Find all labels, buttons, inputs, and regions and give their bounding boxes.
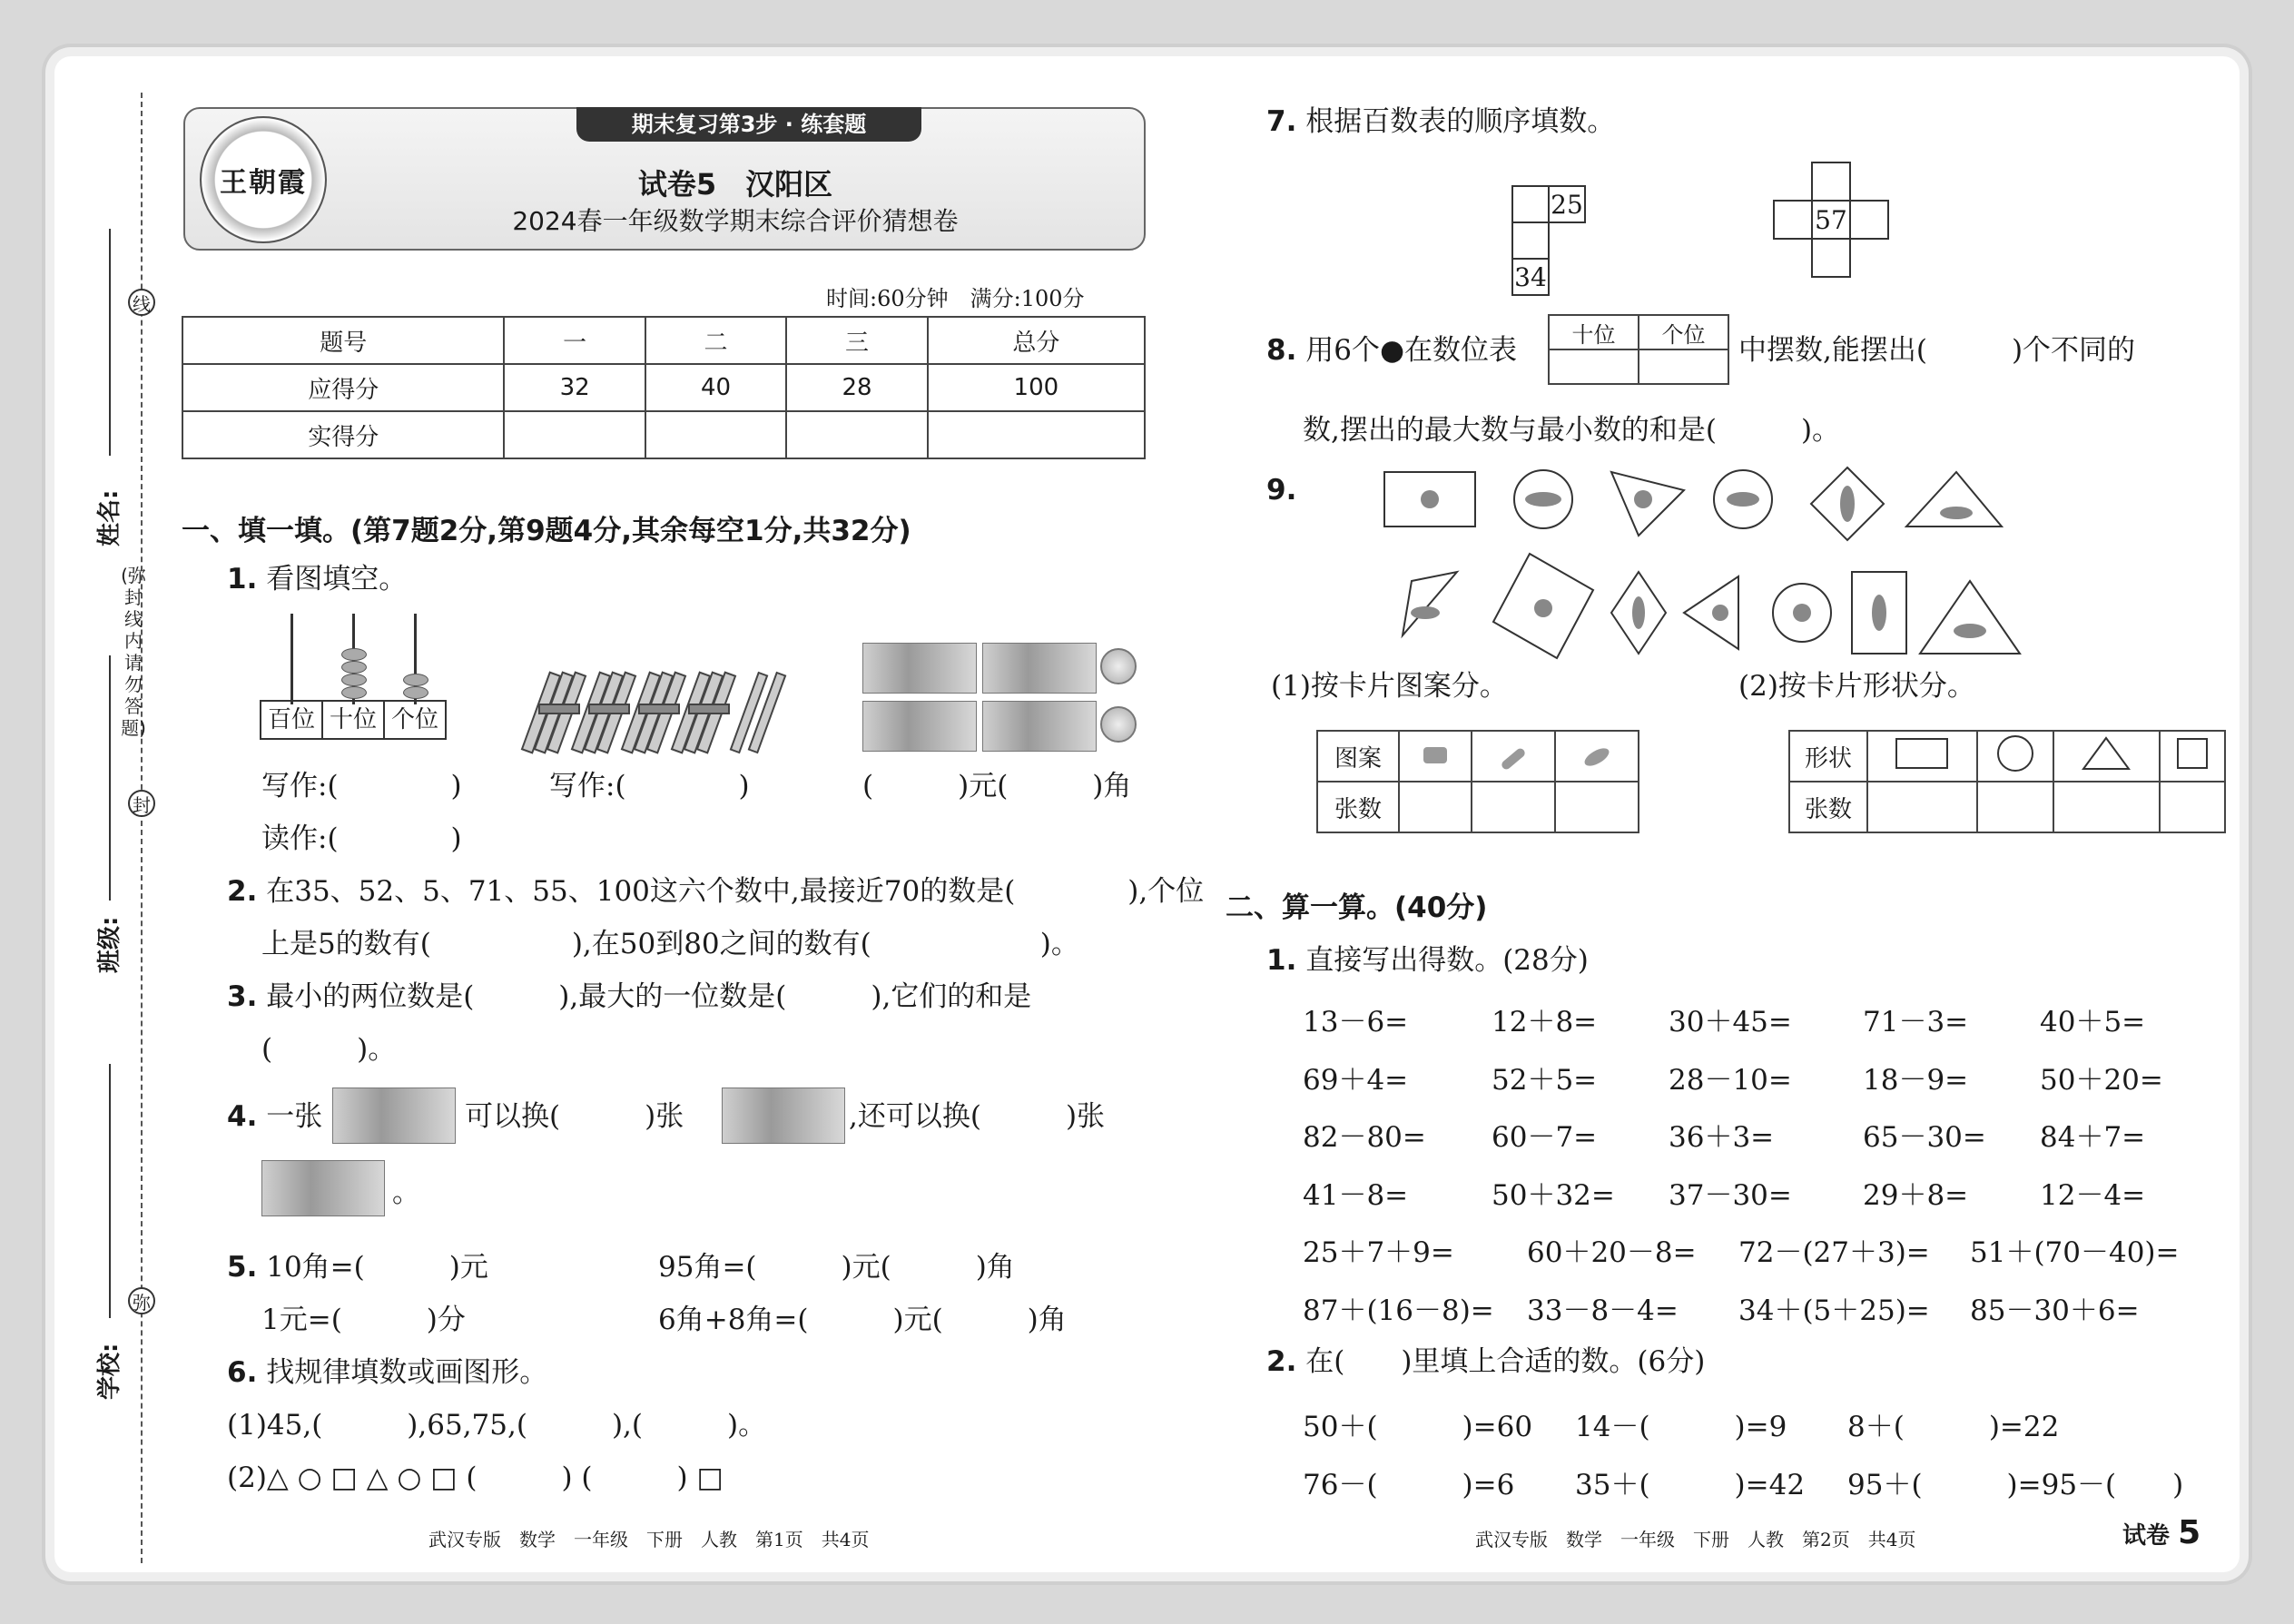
exam-title: 试卷5 汉阳区 [637, 167, 833, 202]
score-cell: 40 [645, 364, 786, 411]
q7-text: 根据百数表的顺序填数。 [1305, 105, 1616, 138]
exam-tag-label: 试卷 [2122, 1522, 2171, 1550]
calc-problem[interactable]: 60－7= [1492, 1121, 1598, 1154]
header-badge: 期末复习第3步 · 练套题 [576, 107, 921, 142]
abacus [260, 614, 447, 741]
q4-text-d: 。 [392, 1176, 420, 1209]
hundred-chart-cell-34: 34 [1511, 258, 1550, 296]
calc-problem[interactable]: 30＋45= [1669, 1006, 1792, 1038]
exam-sheet [54, 56, 2240, 1572]
shape-sort-table [1788, 730, 2226, 833]
score-table [182, 316, 1146, 459]
q1-read1[interactable]: 读作:( ) [261, 822, 462, 855]
shape-count-cell[interactable] [1977, 782, 2053, 832]
fill-blank-problem[interactable]: 50＋( )=60 [1303, 1411, 1533, 1443]
s2-q2 [1266, 1343, 1705, 1380]
calc-problem[interactable]: 82－80= [1303, 1121, 1426, 1154]
q4-text-a: 一张 [266, 1100, 323, 1133]
calc-problem[interactable]: 18－9= [1863, 1064, 1969, 1097]
calc-problem[interactable]: 71－3= [1863, 1006, 1969, 1038]
calc-problem[interactable]: 34＋(5＋25)= [1738, 1294, 1930, 1327]
binding-note: (弥封线内请勿答题) [121, 565, 146, 739]
pattern-count-cell[interactable] [1555, 782, 1639, 832]
footer-right: 武汉专版 数学 一年级 下册 人教 第2页 共4页 [1475, 1529, 1916, 1550]
q4-number: 4. [227, 1100, 258, 1133]
q4-text-b[interactable]: 可以换( )张 [465, 1100, 684, 1133]
pattern-row-label: 张数 [1317, 782, 1399, 832]
q5-number: 5. [227, 1251, 258, 1284]
banknote-image [982, 643, 1097, 694]
hundred-chart-cell[interactable] [1773, 200, 1813, 240]
q8-number: 8. [1266, 334, 1297, 367]
place-value-label-tens: 十位 [1549, 315, 1639, 349]
time-info: 时间:60分钟 满分:100分 [826, 286, 1085, 311]
q3-line2[interactable]: ( )。 [261, 1033, 397, 1066]
stick-bundles-picture [517, 663, 808, 763]
banknote-100-image [332, 1088, 456, 1144]
shape-cards-picture [1375, 463, 2047, 681]
name-label: 姓名: [96, 489, 123, 546]
school-line[interactable] [109, 1064, 111, 1318]
banknote-image [862, 701, 977, 752]
exam-tag-number: 5 [2178, 1514, 2201, 1551]
coin-image [1100, 706, 1137, 743]
class-label: 班级: [96, 916, 123, 973]
q5 [227, 1249, 488, 1285]
s2-q2-text: 在( )里填上合适的数。(6分) [1305, 1345, 1706, 1378]
q2-line2[interactable]: 上是5的数有( ),在50到80之间的数有( )。 [261, 928, 1079, 960]
q3-number: 3. [227, 980, 258, 1013]
calc-problem[interactable]: 65－30= [1863, 1121, 1986, 1154]
pattern-count-cell[interactable] [1472, 782, 1555, 832]
score-header-cell: 二 [645, 317, 786, 364]
section2-title: 二、算一算。(40分) [1226, 891, 1488, 924]
q1-write1[interactable]: 写作:( ) [261, 770, 462, 802]
q7-number: 7. [1266, 105, 1297, 138]
score-header-cell: 题号 [182, 317, 504, 364]
calc-problem[interactable]: 37－30= [1669, 1179, 1792, 1212]
calc-problem[interactable]: 84＋7= [2040, 1121, 2146, 1154]
score-header-cell: 一 [504, 317, 645, 364]
name-line[interactable] [109, 229, 111, 456]
calc-problem[interactable]: 69＋4= [1303, 1064, 1409, 1097]
fill-blank-problem[interactable]: 8＋( )=22 [1847, 1411, 2060, 1443]
q5-a[interactable]: 10角=( )元 [266, 1251, 488, 1284]
pattern-count-cell[interactable] [1399, 782, 1472, 832]
place-value-cell[interactable] [1639, 349, 1728, 384]
q8-text-b[interactable]: 中摆数,能摆出( )个不同的 [1738, 334, 2136, 367]
class-line[interactable] [109, 655, 111, 901]
calc-problem[interactable]: 50＋32= [1492, 1179, 1615, 1212]
hundred-chart-cell[interactable] [1849, 200, 1889, 240]
q6-text: 找规律填数或画图形。 [266, 1356, 548, 1389]
hundred-chart-cell[interactable] [1511, 185, 1550, 223]
calc-problem[interactable]: 52＋5= [1492, 1064, 1598, 1097]
q6-number: 6. [227, 1356, 258, 1389]
score-cell: 应得分 [182, 364, 504, 411]
binding-mark-feng: 封 [128, 790, 155, 817]
calc-problem[interactable]: 28－10= [1669, 1064, 1792, 1097]
q3-line1[interactable]: 最小的两位数是( ),最大的一位数是( ),它们的和是 [266, 980, 1032, 1013]
calc-problem[interactable]: 13－6= [1303, 1006, 1409, 1038]
calc-problem[interactable]: 25＋7＋9= [1303, 1236, 1454, 1269]
binding-mark-mi: 弥 [128, 1287, 155, 1314]
hundred-chart-cell[interactable] [1511, 221, 1550, 260]
calc-problem[interactable]: 12－4= [2040, 1179, 2146, 1212]
s2-q1 [1266, 942, 1589, 979]
hundred-chart-cell[interactable] [1811, 162, 1851, 202]
pattern-bird-icon [1555, 731, 1639, 782]
banknote-50-image [261, 1160, 385, 1216]
q1-write2[interactable]: 写作:( ) [549, 770, 750, 802]
q8-text-c[interactable]: 数,摆出的最大数与最小数的和是( )。 [1303, 414, 1841, 447]
q8-text-a: 用6个●在数位表 [1305, 334, 1517, 367]
place-value-table [1548, 314, 1729, 385]
shape-count-cell[interactable] [1867, 782, 1977, 832]
q8 [1266, 332, 1517, 369]
calc-problem[interactable]: 41－8= [1303, 1179, 1409, 1212]
pattern-sort-table [1316, 730, 1639, 833]
fill-blank-problem[interactable]: 14－( )=9 [1575, 1411, 1787, 1443]
place-value-cell[interactable] [1549, 349, 1639, 384]
q6 [227, 1354, 547, 1391]
s2-q1-text: 直接写出得数。(28分) [1305, 944, 1589, 977]
score-input-cell[interactable] [504, 411, 645, 458]
calc-problem[interactable]: 72－(27＋3)= [1738, 1236, 1930, 1269]
calc-problem[interactable]: 85－30＋6= [1970, 1294, 2140, 1327]
calc-problem[interactable]: 50＋20= [2040, 1064, 2163, 1097]
q6-line2[interactable]: (2)△ ○ □ △ ○ □ ( ) ( ) □ [227, 1462, 724, 1494]
pattern-carrot-icon [1472, 731, 1555, 782]
banknote-20-image [722, 1088, 845, 1144]
q2 [227, 873, 1204, 910]
score-cell: 28 [786, 364, 927, 411]
q5-d[interactable]: 6角+8角=( )元( )角 [658, 1304, 1067, 1336]
calc-problem[interactable]: 33－8－4= [1527, 1294, 1679, 1327]
s2-q1-number: 1. [1266, 944, 1297, 977]
q4-text-c[interactable]: ,还可以换( )张 [849, 1100, 1106, 1133]
shape-count-cell[interactable] [2160, 782, 2225, 832]
score-input-cell[interactable] [786, 411, 927, 458]
q1-text: 看图填空。 [266, 563, 408, 595]
score-cell: 32 [504, 364, 645, 411]
q9-number: 9. [1266, 474, 1297, 507]
fill-blank-problem[interactable]: 35＋( )=42 [1575, 1469, 1806, 1501]
coin-image [1100, 648, 1137, 684]
exam-subtitle: 2024春一年级数学期末综合评价猜想卷 [512, 206, 959, 236]
calc-problem[interactable]: 87＋(16－8)= [1303, 1294, 1494, 1327]
q5-b[interactable]: 95角=( )元( )角 [658, 1251, 1015, 1284]
q9-sub2: (2)按卡片形状分。 [1738, 670, 1975, 703]
calc-problem[interactable]: 29＋8= [1863, 1179, 1969, 1212]
q9-sub1: (1)按卡片图案分。 [1271, 670, 1508, 703]
shape-row-label: 形状 [1789, 731, 1867, 782]
exam-tag [2122, 1514, 2200, 1551]
abacus-label-tens: 十位 [323, 702, 385, 738]
calc-problem[interactable]: 40＋5= [2040, 1006, 2146, 1038]
school-label: 学校: [96, 1343, 123, 1400]
calc-problem[interactable]: 36＋3= [1669, 1121, 1775, 1154]
score-cell: 实得分 [182, 411, 504, 458]
score-input-cell[interactable] [928, 411, 1145, 458]
score-header-cell: 总分 [928, 317, 1145, 364]
shape-count-cell[interactable] [2053, 782, 2160, 832]
q3 [227, 979, 1031, 1015]
hundred-chart-cell[interactable] [1811, 238, 1851, 278]
q2-number: 2. [227, 875, 258, 908]
rectangle-shape-icon [1867, 731, 1977, 782]
binding-mark-xian: 线 [128, 289, 155, 316]
logo [200, 116, 327, 243]
q9 [1266, 472, 1296, 508]
q2-line1[interactable]: 在35、52、5、71、55、100这六个数中,最接近70的数是( ),个位 [266, 875, 1205, 908]
hundred-chart-cell-25: 25 [1548, 185, 1586, 223]
score-header-cell: 三 [786, 317, 927, 364]
score-cell: 100 [928, 364, 1145, 411]
q6-line1[interactable]: (1)45,( ),65,75,( ),( )。 [227, 1409, 767, 1442]
abacus-label-hundreds: 百位 [261, 702, 323, 738]
circle-shape-icon [1977, 731, 2053, 782]
calc-problem[interactable]: 12＋8= [1492, 1006, 1598, 1038]
q5-c[interactable]: 1元=( )分 [261, 1304, 466, 1336]
banknote-image [862, 643, 977, 694]
calc-problem[interactable]: 60＋20－8= [1527, 1236, 1697, 1269]
score-input-cell[interactable] [645, 411, 786, 458]
fill-blank-problem[interactable]: 76－( )=6 [1303, 1469, 1515, 1501]
banknote-image [982, 701, 1097, 752]
pattern-row-label: 图案 [1317, 731, 1399, 782]
shape-row-label: 张数 [1789, 782, 1867, 832]
hundred-chart-cell-57: 57 [1811, 200, 1851, 240]
triangle-shape-icon [2053, 731, 2160, 782]
q1-money[interactable]: ( )元( )角 [862, 770, 1132, 802]
abacus-label-ones: 个位 [390, 706, 438, 733]
fill-blank-problem[interactable]: 95＋( )=95－( ) [1847, 1469, 2184, 1501]
section1-title: 一、填一填。(第7题2分,第9题4分,其余每空1分,共32分) [182, 515, 911, 547]
logo-text: 王朝霞 [220, 167, 307, 199]
footer-left: 武汉专版 数学 一年级 下册 人教 第1页 共4页 [428, 1529, 870, 1550]
q7 [1266, 103, 1615, 140]
square-shape-icon [2160, 731, 2225, 782]
q4 [227, 1098, 322, 1135]
place-value-label-ones: 个位 [1639, 315, 1728, 349]
calc-problem[interactable]: 51＋(70－40)= [1970, 1236, 2180, 1269]
q1-number: 1. [227, 563, 258, 595]
pattern-map-icon [1399, 731, 1472, 782]
s2-q2-number: 2. [1266, 1345, 1297, 1378]
q1 [227, 561, 407, 597]
